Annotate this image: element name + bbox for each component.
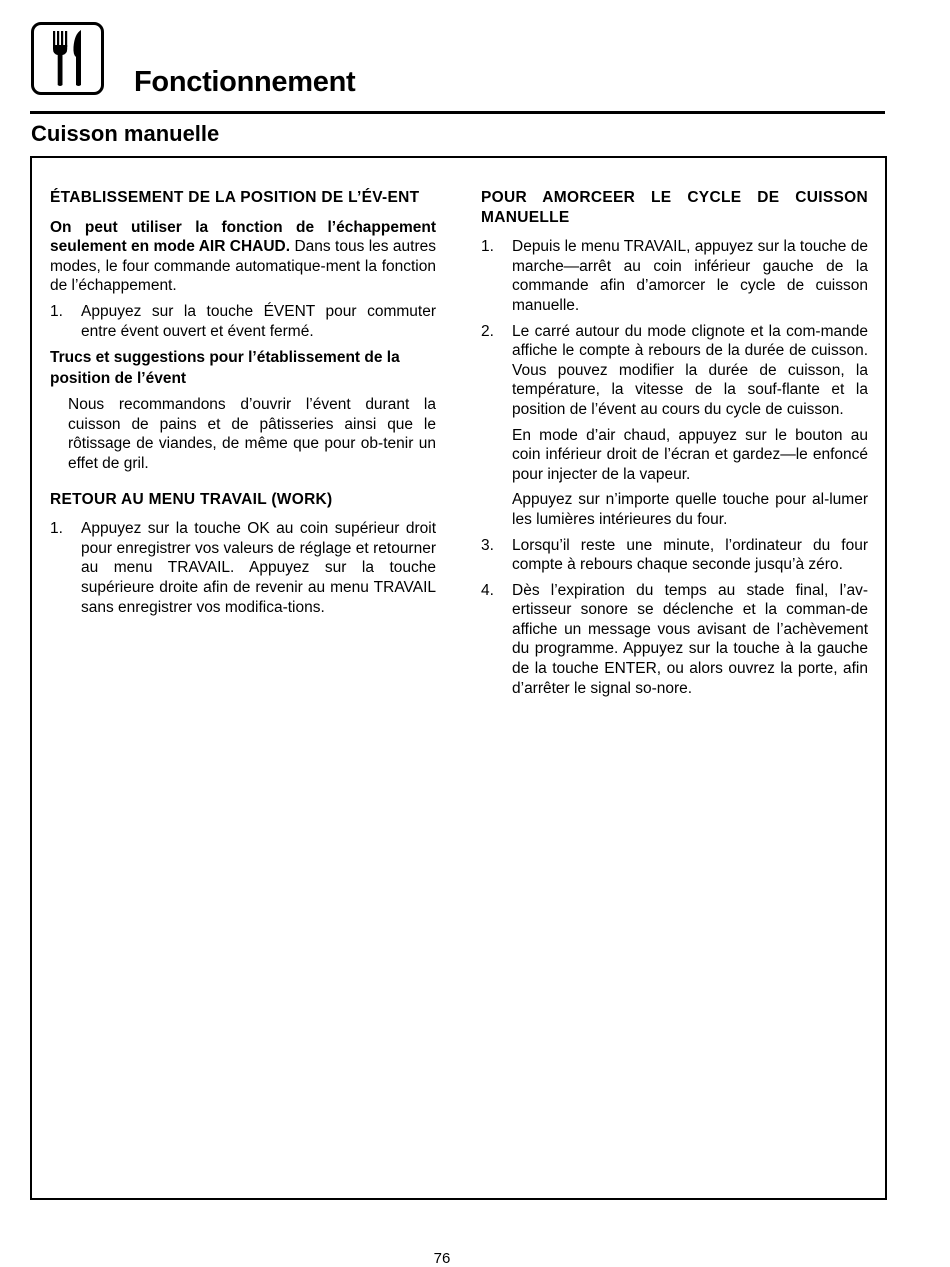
step-text: Dès l’expiration du temps au stade final, l’av-ertisseur sonore se déclenche et la comman-de affiche un message vous avisant de l’achèvement du programme. Appuyez sur la touche à la gauche de la touche ENTER, ou alors ouvrez la porte, afin d’arrêter le signal so-nore. [512, 581, 868, 697]
step-number: 1. [50, 302, 63, 320]
list-item [50, 519, 436, 617]
step-text: Lorsqu’il reste une minute, l’ordinateur du four compte à rebours chaque seconde jusqu’à zéro. [512, 536, 868, 574]
step-text: Appuyez sur la touche OK au coin supérieur droit pour enregistrer vos valeurs de réglage et retourner au menu TRAVAIL. Appuyez sur la touche supérieure droite afin de revenir au menu TRAVAIL sans enregistrer vos modifica-tions. [81, 520, 436, 616]
step-number: 1. [481, 238, 494, 256]
step-number: 4. [481, 581, 494, 599]
page-number: 76 [433, 1250, 451, 1267]
list-item [481, 322, 868, 530]
left-column [50, 188, 436, 623]
vent-intro-paragraph [50, 218, 436, 296]
return-menu-heading: RETOUR AU MENU TRAVAIL (WORK) [50, 490, 333, 508]
cycle-steps-list [481, 237, 868, 698]
step-text: Depuis le menu TRAVAIL, appuyez sur la touche de marche—arrêt au coin inférieur gauche de la commande afin d’amorcer le cycle de cuisson manuelle. [512, 238, 868, 314]
return-steps-list [50, 519, 436, 617]
step-note-lights: Appuyez sur n’importe quelle touche pour al-lumer les lumières intérieures du four. [512, 491, 868, 528]
step-note-steam: En mode d’air chaud, appuyez sur le bouton au coin inférieur droit de l’écran et gardez—le enfoncé pour injecter de la vapeur. [512, 426, 868, 483]
step-number: 2. [481, 322, 494, 340]
page-subtitle: Cuisson manuelle [31, 121, 220, 146]
list-item [481, 581, 868, 699]
tips-heading: Trucs et suggestions pour l’établissement de la position de l’évent [50, 349, 400, 388]
start-cycle-heading: POUR AMORCEER LE CYCLE DE CUISSON MANUELLE [481, 189, 868, 226]
list-item [481, 237, 868, 315]
step-number: 3. [481, 536, 494, 554]
step-text: Le carré autour du mode clignote et la com-mande affiche le compte à rebours de la durée de cuisson. Vous pouvez modifier la durée de cuisson, la température, la vitesse de la souf-flante et la position de l’évent au cours du cycle de cuisson. [512, 322, 868, 418]
tips-paragraph: Nous recommandons d’ouvrir l’évent durant la cuisson de pains et de pâtisseries ainsi que le rôtissage de viandes, de même que pour ob-tenir un effet de gril. [68, 396, 436, 472]
title-divider [30, 111, 885, 114]
list-item [481, 536, 868, 575]
vent-intro-bold: On peut utiliser la fonction de l’échappement seulement en mode AIR CHAUD. [50, 218, 436, 256]
step-text: Appuyez sur la touche ÉVENT pour commuter entre évent ouvert et évent fermé. [81, 302, 436, 340]
step-number: 1. [50, 520, 63, 538]
vent-position-heading: ÉTABLISSEMENT DE LA POSITION DE L’ÉV-ENT [50, 189, 420, 206]
list-item [50, 302, 436, 341]
section-title: Fonctionnement [134, 66, 356, 98]
fork-knife-icon-graphic [34, 25, 101, 92]
vent-steps-list [50, 302, 436, 341]
fork-knife-icon [31, 22, 104, 95]
vent-intro-text: Dans tous les autres modes, le four commande automatique-ment la fonction de l’échappement. [50, 238, 436, 295]
right-column [481, 188, 868, 704]
